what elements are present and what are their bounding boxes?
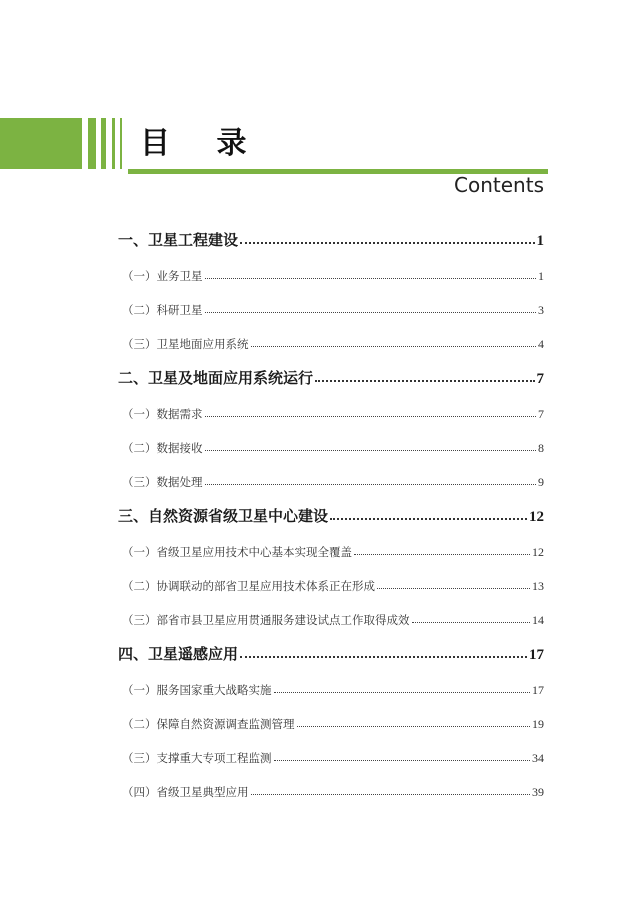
toc-page-number: 17: [529, 647, 544, 663]
toc-entry-title: （三）部省市县卫星应用贯通服务建设试点工作取得成效: [122, 613, 410, 627]
toc-section-entry[interactable]: [118, 214, 544, 250]
toc-subsection-entry[interactable]: [118, 456, 544, 490]
dot-leader: [274, 692, 531, 693]
toc-subsection-entry[interactable]: [118, 526, 544, 560]
toc-entry-title: 四、卫星遥感应用: [118, 645, 239, 663]
toc-subsection-entry[interactable]: [118, 698, 544, 732]
banner-block: [0, 118, 82, 169]
toc-section-entry[interactable]: [118, 628, 544, 664]
toc-page-number: 12: [529, 509, 544, 525]
toc-page-number: 7: [536, 371, 544, 387]
toc-page-number: 8: [538, 441, 544, 455]
dot-leader: [205, 312, 537, 313]
toc-page-number: 13: [532, 579, 544, 593]
dot-leader: [205, 278, 537, 279]
toc-page-number: 3: [538, 303, 544, 317]
toc-entry-title: （一）数据需求: [122, 407, 203, 421]
toc-entry-title: 二、卫星及地面应用系统运行: [118, 369, 314, 387]
toc-page-number: 19: [532, 717, 544, 731]
banner-stripe: [88, 118, 96, 169]
toc-subsection-entry[interactable]: [118, 318, 544, 352]
dot-leader: [240, 242, 534, 244]
toc-page-number: 17: [532, 683, 544, 697]
toc-section-entry[interactable]: [118, 352, 544, 388]
toc-subsection-entry[interactable]: [118, 250, 544, 284]
toc-section-entry[interactable]: [118, 490, 544, 526]
toc-entry-title: （一）省级卫星应用技术中心基本实现全覆盖: [122, 545, 352, 559]
toc-subsection-entry[interactable]: [118, 284, 544, 318]
contents-subtitle: Contents: [454, 173, 544, 197]
dot-leader: [330, 518, 527, 520]
dot-leader: [297, 726, 531, 727]
toc-page-number: 39: [532, 785, 544, 799]
toc-page-number: 14: [532, 613, 544, 627]
dot-leader: [240, 656, 527, 658]
toc-page-number: 4: [538, 337, 544, 351]
toc-subsection-entry[interactable]: [118, 560, 544, 594]
banner-stripe: [101, 118, 106, 169]
table-of-contents: [118, 214, 544, 800]
dot-leader: [274, 760, 531, 761]
toc-page-number: 7: [538, 407, 544, 421]
toc-entry-title: （四）省级卫星典型应用: [122, 785, 249, 799]
toc-page-number: 9: [538, 475, 544, 489]
dot-leader: [412, 622, 531, 623]
toc-subsection-entry[interactable]: [118, 732, 544, 766]
toc-page-number: 1: [538, 269, 544, 283]
dot-leader: [251, 346, 537, 347]
toc-entry-title: （二）科研卫星: [122, 303, 203, 317]
toc-entry-title: 三、自然资源省级卫星中心建设: [118, 507, 329, 525]
toc-page-number: 12: [532, 545, 544, 559]
dot-leader: [251, 794, 531, 795]
toc-entry-title: （一）服务国家重大战略实施: [122, 683, 272, 697]
toc-entry-title: （二）保障自然资源调查监测管理: [122, 717, 295, 731]
banner-stripe: [112, 118, 115, 169]
toc-entry-title: （三）支撑重大专项工程监测: [122, 751, 272, 765]
toc-subsection-entry[interactable]: [118, 664, 544, 698]
dot-leader: [205, 450, 537, 451]
toc-subsection-entry[interactable]: [118, 594, 544, 628]
toc-entry-title: 一、卫星工程建设: [118, 231, 239, 249]
dot-leader: [354, 554, 530, 555]
dot-leader: [315, 380, 534, 382]
toc-entry-title: （三）卫星地面应用系统: [122, 337, 249, 351]
toc-subsection-entry[interactable]: [118, 766, 544, 800]
toc-entry-title: （三）数据处理: [122, 475, 203, 489]
toc-entry-title: （二）数据接收: [122, 441, 203, 455]
dot-leader: [377, 588, 530, 589]
dot-leader: [205, 416, 537, 417]
toc-entry-title: （一）业务卫星: [122, 269, 203, 283]
title-banner: [0, 118, 548, 176]
toc-subsection-entry[interactable]: [118, 422, 544, 456]
toc-page-number: 34: [532, 751, 544, 765]
dot-leader: [205, 484, 537, 485]
toc-entry-title: （二）协调联动的部省卫星应用技术体系正在形成: [122, 579, 375, 593]
toc-subsection-entry[interactable]: [118, 388, 544, 422]
toc-page-number: 1: [536, 233, 544, 249]
page-title: 目 录: [140, 126, 265, 161]
banner-stripe: [120, 118, 122, 169]
